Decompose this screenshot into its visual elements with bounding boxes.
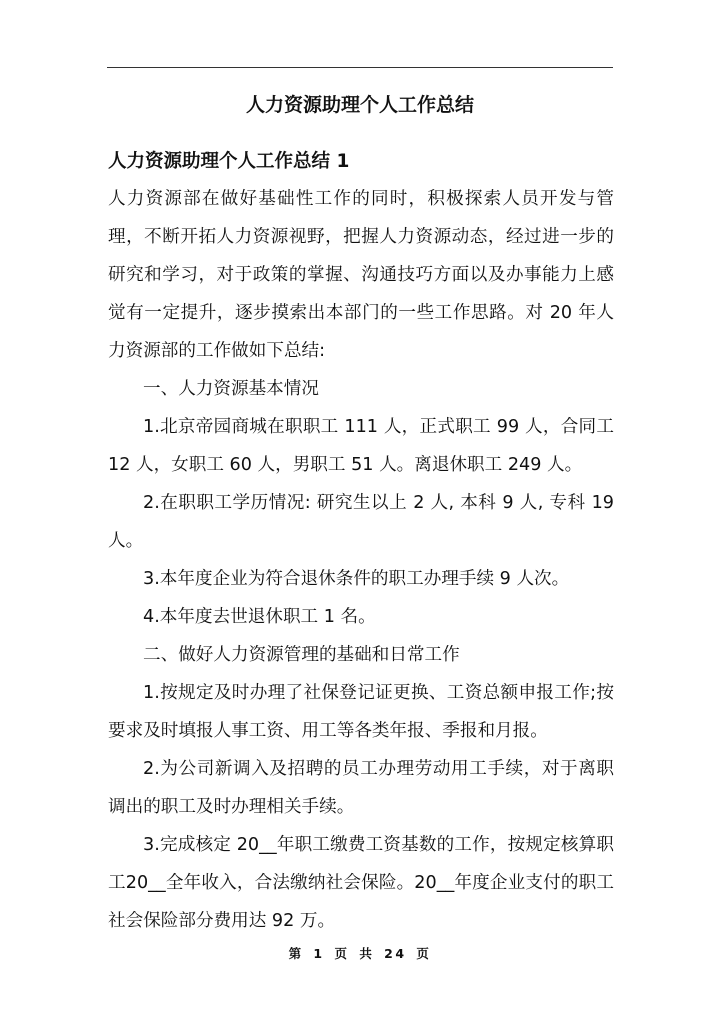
header-rule: [107, 67, 613, 68]
paragraph-intro: 人力资源部在做好基础性工作的同时，积极探索人员开发与管理，不断开拓人力资源视野，把握人力资源动态，经过进一步的研究和学习，对于政策的掌握、沟通技巧方面以及办事能力上感觉有一定提升，逐步摸索出本部门的一些工作思路。对 20 年人力资源部的工作做如下总结:: [108, 189, 614, 361]
paragraph-item-1: 1.北京帝园商城在职职工 111 人，正式职工 99 人，合同工 12 人，女职工 60 人，男职工 51 人。离退休职工 249 人。: [108, 417, 614, 475]
paragraph-work-2: 2.为公司新调入及招聘的员工办理劳动用工手续，对于离职调出的职工及时办理相关手续。: [108, 759, 614, 817]
paragraph-work-1: 1.按规定及时办理了社保登记证更换、工资总额申报工作;按要求及时填报人事工资、用工等各类年报、季报和月报。: [108, 683, 614, 741]
page-footer: 第 1 页 共 24 页: [288, 946, 432, 961]
paragraph-item-2: 2.在职职工学历情况: 研究生以上 2 人, 本科 9 人, 专科 19 人。: [108, 493, 614, 551]
paragraph-heading-daily-work: 二、做好人力资源管理的基础和日常工作: [143, 645, 460, 665]
document-body: [108, 149, 614, 940]
paragraph-work-3: 3.完成核定 20__年职工缴费工资基数的工作，按规定核算职工20__全年收入，合法缴纳社会保险。20__年度企业支付的职工社会保险部分费用达 92 万。: [108, 835, 614, 931]
document-title: 人力资源助理个人工作总结: [245, 94, 474, 116]
paragraph-heading-basic-info: 一、人力资源基本情况: [143, 379, 319, 399]
paragraph-item-4: 4.本年度去世退休职工 1 名。: [143, 607, 376, 627]
paragraph-item-3: 3.本年度企业为符合退休条件的职工办理手续 9 人次。: [143, 569, 570, 589]
section-heading: 人力资源助理个人工作总结 1: [108, 151, 350, 172]
